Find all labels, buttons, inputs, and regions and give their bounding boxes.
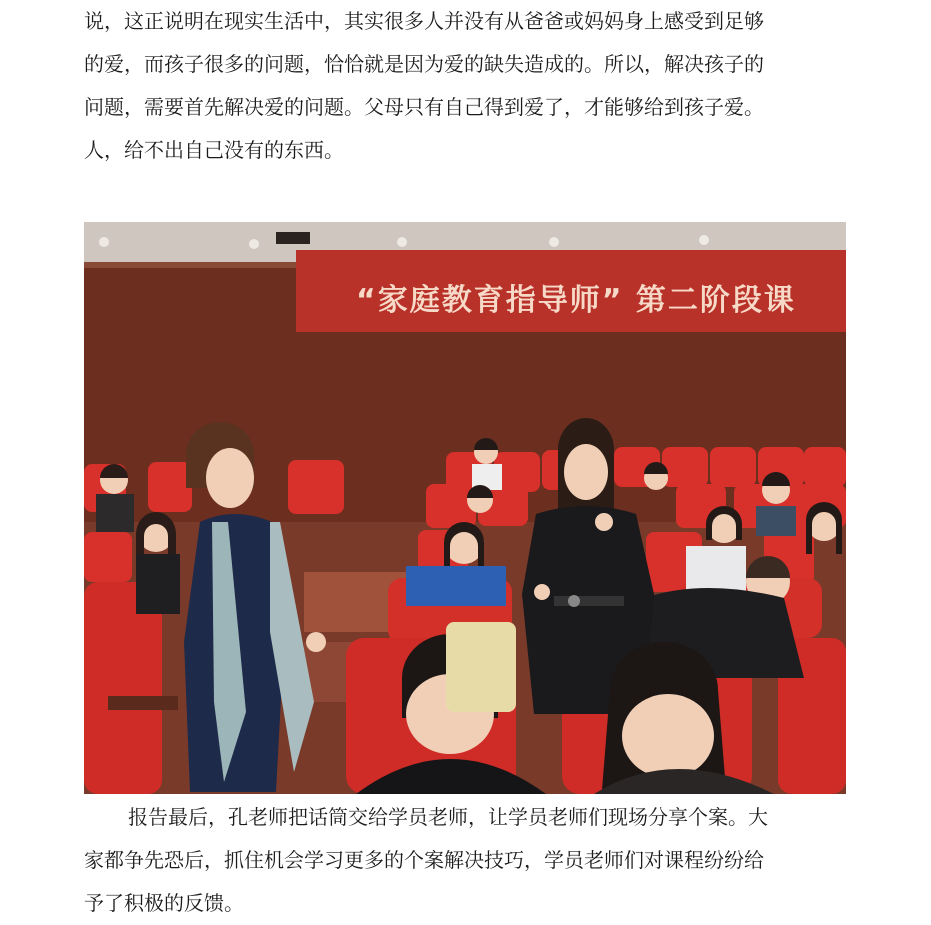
text-line: 报告最后，孔老师把话筒交给学员老师，让学员老师们现场分享个案。大 <box>128 805 768 829</box>
text-line: 人，给不出自己没有的东西。 <box>84 138 344 162</box>
banner-text: “家庭教育指导师” 第二阶段课 <box>356 283 796 318</box>
text-line: 问题，需要首先解决爱的问题。父母只有自己得到爱了，才能够给到孩子爱。 <box>84 95 764 119</box>
armrest <box>108 696 178 710</box>
ceiling-vent <box>276 232 310 244</box>
ceiling-light <box>549 237 559 247</box>
top-paragraph <box>84 0 854 172</box>
bottom-paragraph <box>84 796 854 925</box>
bag <box>446 622 516 712</box>
ceiling-light <box>249 239 259 249</box>
ceiling-light <box>699 235 709 245</box>
ceiling-light <box>99 237 109 247</box>
ceiling-light <box>397 237 407 247</box>
text-line: 予了积极的反馈。 <box>84 891 244 915</box>
text-line: 说，这正说明在现实生活中，其实很多人并没有从爸爸或妈妈身上感受到足够 <box>84 9 764 33</box>
classroom-photo-illustration <box>84 222 846 794</box>
text-line: 的爱，而孩子很多的问题，恰恰就是因为爱的缺失造成的。所以，解决孩子的 <box>84 52 764 76</box>
text-line: 家都争先恐后，抓住机会学习更多的个案解决技巧，学员老师们对课程纷纷给 <box>84 848 764 872</box>
classroom-photo <box>84 222 846 794</box>
